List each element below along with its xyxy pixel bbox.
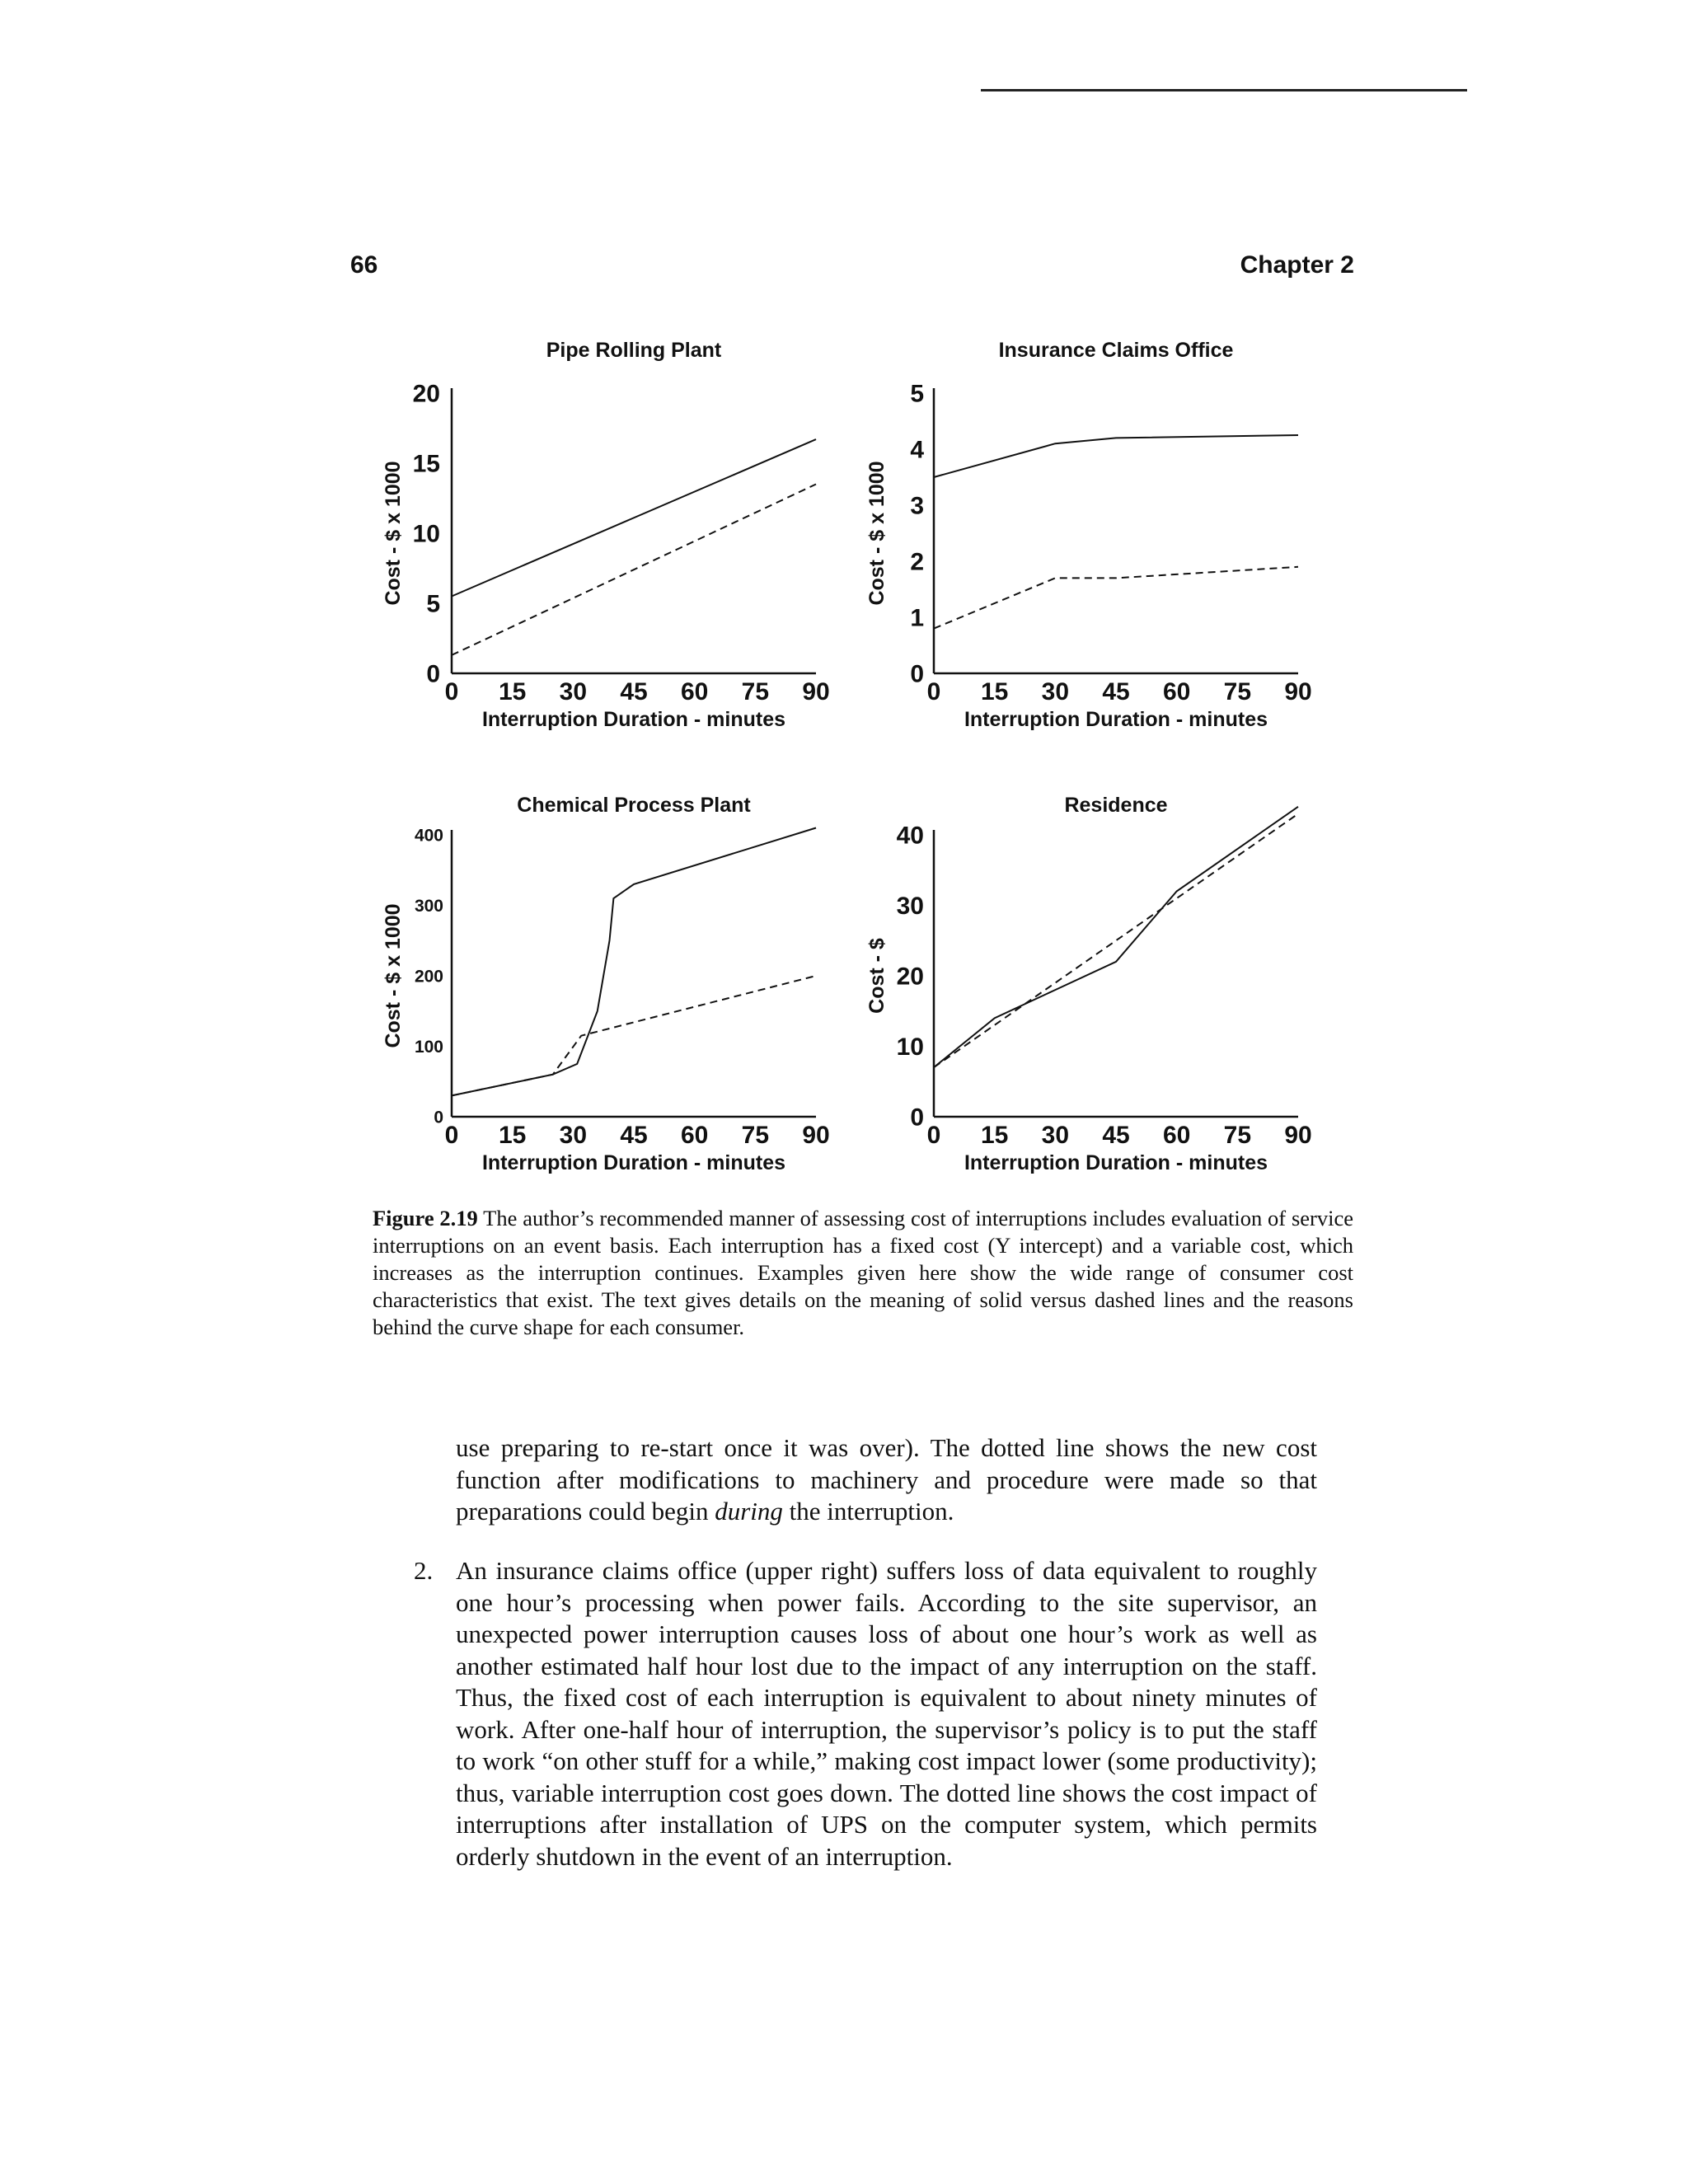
chart-title: Pipe Rolling Plant xyxy=(546,339,722,362)
y-axis-label: Cost - $ x 1000 xyxy=(382,903,405,1048)
x-tick-label: 60 xyxy=(680,1122,709,1149)
figure-2-19 xyxy=(354,326,1368,1191)
paragraph-continued xyxy=(456,1432,1317,1528)
list-item-text: An insurance claims office (upper right) suffers loss of data equivalent to roughly one hour’s processing when power fails. According to the site supervisor, an unexpected power interruption causes loss of about one hour’s work as well as another estimated half hour lost due to the impact of any interruption on the staff. Thus, the fixed cost of each interruption is equivalent to about ninety minutes of work. After one-half hour of interruption, the supervisor’s policy is to put the staff to work “on other stuff for a while,” making cost impact lower (some productivity); thus, variable interruption cost goes down. The dotted line shows the cost impact of interruptions after installation of UPS on the computer system, which permits orderly shutdown in the event of an interruption. xyxy=(456,1556,1317,1871)
x-axis-label: Interruption Duration - minutes xyxy=(964,1151,1268,1174)
chart-title: Insurance Claims Office xyxy=(998,339,1234,362)
p1-emphasis: during xyxy=(715,1497,783,1526)
y-tick-label: 300 xyxy=(414,896,443,916)
y-tick-label: 400 xyxy=(414,826,443,846)
chart-title: Chemical Process Plant xyxy=(517,794,751,817)
y-tick-label: 0 xyxy=(426,660,440,688)
x-tick-label: 0 xyxy=(926,678,941,705)
x-tick-label: 45 xyxy=(1102,1122,1130,1149)
x-tick-label: 45 xyxy=(620,1122,648,1149)
x-tick-label: 60 xyxy=(1162,678,1191,705)
y-tick-label: 40 xyxy=(896,822,924,850)
series-line-dashed xyxy=(934,813,1298,1067)
y-tick-label: 3 xyxy=(910,492,924,520)
x-tick-label: 75 xyxy=(741,678,770,705)
x-tick-label: 0 xyxy=(444,1122,459,1149)
x-tick-label: 30 xyxy=(1041,678,1070,705)
y-tick-label: 10 xyxy=(412,520,440,548)
y-tick-label: 5 xyxy=(426,590,440,618)
x-tick-label: 90 xyxy=(802,678,830,705)
x-tick-label: 75 xyxy=(741,1122,770,1149)
y-tick-label: 2 xyxy=(910,548,924,576)
figure-caption xyxy=(373,1205,1353,1341)
series-line-solid xyxy=(452,828,816,1096)
x-axis-label: Interruption Duration - minutes xyxy=(481,708,786,731)
x-tick-label: 75 xyxy=(1223,678,1252,705)
chapter-label: Chapter 2 xyxy=(1240,251,1354,279)
page-number: 66 xyxy=(350,251,378,279)
y-tick-label: 30 xyxy=(896,893,924,920)
y-axis-label: Cost - $ x 1000 xyxy=(382,461,405,606)
header-rule xyxy=(981,89,1467,91)
x-tick-label: 90 xyxy=(1284,678,1312,705)
series-line-solid xyxy=(452,439,816,596)
series-line-dashed xyxy=(934,567,1298,629)
y-axis-label: Cost - $ xyxy=(865,938,889,1014)
series-line-solid xyxy=(934,807,1298,1067)
y-tick-label: 15 xyxy=(412,450,440,478)
x-tick-label: 45 xyxy=(620,678,648,705)
figure-charts xyxy=(354,326,1368,1191)
x-tick-label: 0 xyxy=(444,678,459,705)
x-tick-label: 75 xyxy=(1223,1122,1252,1149)
list-item-number: 2. xyxy=(414,1556,434,1585)
x-tick-label: 30 xyxy=(1041,1122,1070,1149)
y-tick-label: 0 xyxy=(910,660,924,688)
series-line-dashed xyxy=(452,976,816,1095)
x-tick-label: 90 xyxy=(1284,1122,1312,1149)
x-axis-label: Interruption Duration - minutes xyxy=(481,1151,786,1174)
x-tick-label: 15 xyxy=(498,678,527,705)
y-tick-label: 200 xyxy=(414,967,443,987)
y-tick-label: 4 xyxy=(910,436,924,464)
caption-label: Figure 2.19 xyxy=(373,1206,478,1230)
y-tick-label: 10 xyxy=(896,1033,924,1061)
x-axis-label: Interruption Duration - minutes xyxy=(964,708,1268,731)
series-line-solid xyxy=(934,435,1298,477)
x-tick-label: 30 xyxy=(559,678,588,705)
x-tick-label: 15 xyxy=(980,1122,1009,1149)
p1-after: the interruption. xyxy=(782,1497,954,1526)
x-tick-label: 60 xyxy=(1162,1122,1191,1149)
chart-title: Residence xyxy=(1064,794,1168,817)
x-tick-label: 90 xyxy=(802,1122,830,1149)
y-tick-label: 1 xyxy=(910,604,924,632)
x-tick-label: 30 xyxy=(559,1122,588,1149)
x-tick-label: 0 xyxy=(926,1122,941,1149)
caption-text: The author’s recommended manner of assessing cost of interruptions includes evaluation of service interruptions on an event basis. Each interruption has a fixed cost (Y intercept) and a variable cost, which increases as the interruption continues. Examples given here show the wide range of consumer cost characteristics that exist. The text gives details on the meaning of solid versus dashed lines and the reasons behind the curve shape for each consumer. xyxy=(373,1206,1353,1339)
y-tick-label: 20 xyxy=(412,380,440,408)
x-tick-label: 15 xyxy=(980,678,1009,705)
x-tick-label: 15 xyxy=(498,1122,527,1149)
series-line-dashed xyxy=(452,485,816,655)
y-tick-label: 0 xyxy=(434,1108,443,1127)
y-tick-label: 5 xyxy=(910,380,924,408)
y-tick-label: 100 xyxy=(414,1037,443,1057)
p1-before: use preparing to re-start once it was over). The dotted line shows the new cost function after modifications to machinery and procedure were made so that preparations could begin xyxy=(456,1433,1317,1526)
y-axis-label: Cost - $ x 1000 xyxy=(865,461,889,606)
y-tick-label: 0 xyxy=(910,1104,924,1132)
x-tick-label: 60 xyxy=(680,678,709,705)
x-tick-label: 45 xyxy=(1102,678,1130,705)
y-tick-label: 20 xyxy=(896,963,924,991)
